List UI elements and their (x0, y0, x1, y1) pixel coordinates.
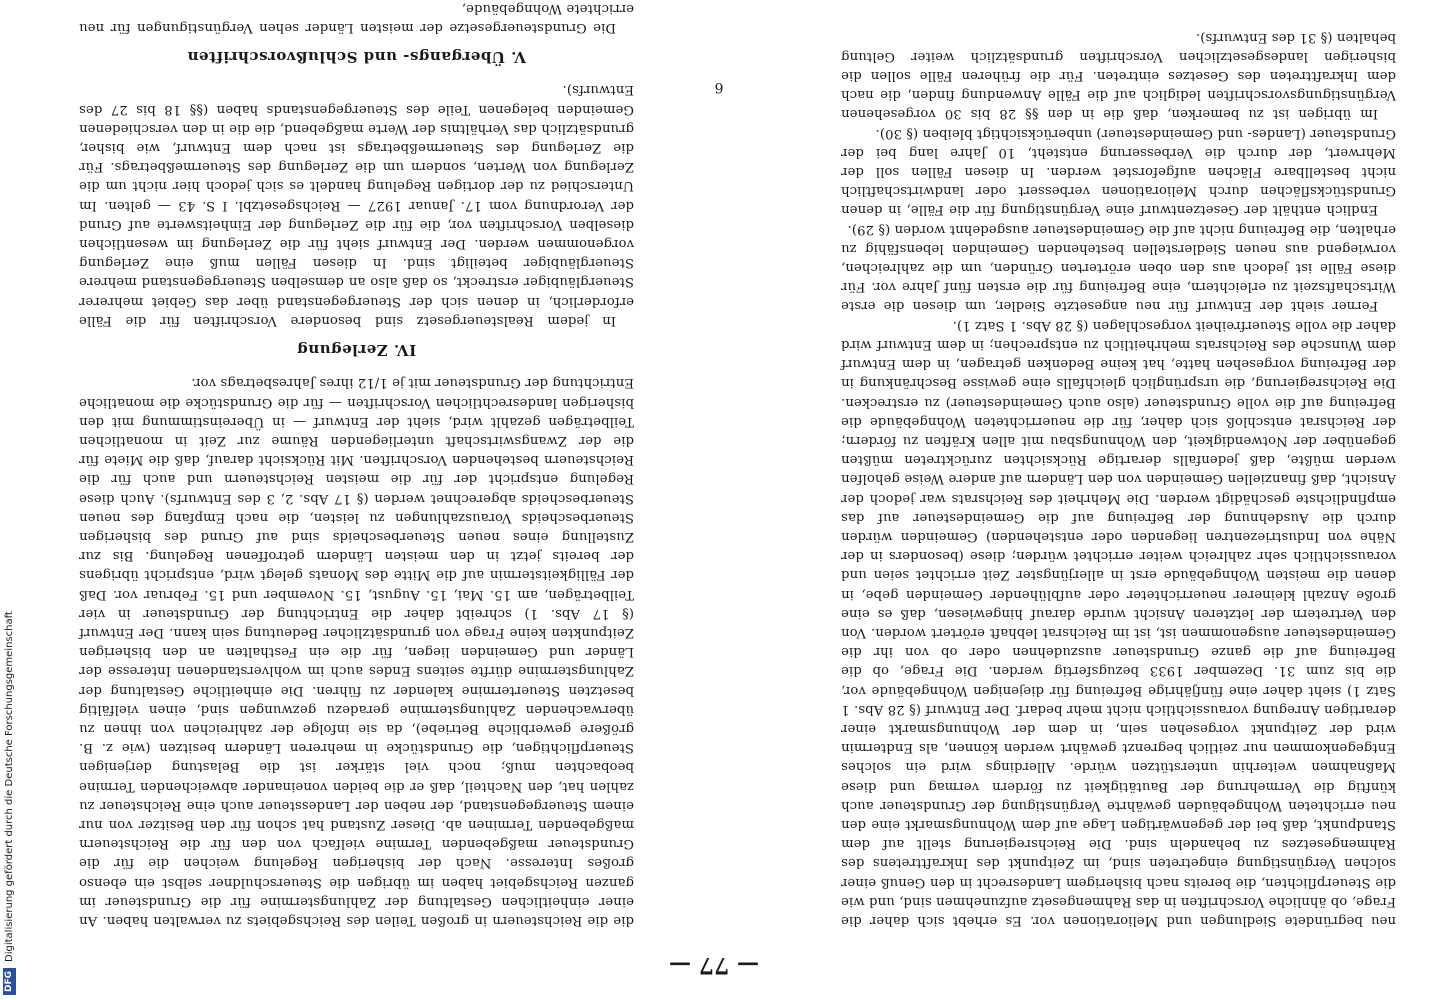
paragraph: Ferner sieht der Entwurf für neu angesetzte Siedler, um diesen die erste Wirtschaftszeit zu erleichtern, eine Befreiung für die ersten fünf Jahre vor. Für diese Fälle ist jedoch aus den oben erörterten Gründen, um die zahlreichen, vorwiegend aus neuen Siedlerstellen bestehenden Gemeinden lebensfähig zu erhalten, die Befreiung nicht auf die Gemeindesteuer ausgedehnt worden (§ 29). (841, 221, 1396, 314)
page-number: — 77 — (669, 952, 759, 978)
dfg-logo: DFG (3, 968, 16, 995)
paragraph: Im übrigen ist zu bemerken, daß die in den §§ 28 bis 30 vorgesehenen Vergünstigungsvorschriften lediglich auf die Fälle Anwendung finden, die nach dem Inkrafttreten des Gesetzes eintreten. Für die früheren Fälle sollen die bisherigen landesgesetzlichen Vorschriften grundsätzlich weiter Geltung behalten (§ 31 des Entwurfs). (841, 29, 1396, 122)
paragraph: In jedem Realsteuergesetz sind besondere Vorschriften für die Fälle erforderlich, in denen sich der Steuergegenstand über das Gebiet mehrerer Steuergläubiger erstreckt, so daß also an demselben Steuergegenstand mehrere Steuergläubiger beteiligt sind. In diesen Fällen muß eine Zerlegung vorgenommen werden. Der Entwurf sieht für die Zerlegung im wesentlichen dieselben Vorschriften vor, die für die Zerlegung der Einheitswerte auf Grund der Verordnung vom 17. Januar 1927 — Reichsgesetzbl. I S. 43 — gelten. Im Unterschied zu der dortigen Regelung handelt es sich jedoch hier nicht um die Zerlegung von Werten, sondern um die Zerlegung des Steuermeßbetrags. Für die Zerlegung des Steuermeßbetrags ist nach dem Entwurf, wie bisher, grundsätzlich das Verhältnis der Werte maßgebend, die die in den verschiedenen Gemeinden belegenen Teile des Steuergegenstands haben (§§ 18 bis 27 des Entwurfs). (79, 82, 634, 328)
paragraph: Endlich enthält der Gesetzentwurf eine Vergünstigung für die Fälle, in denen Grundstücksflächen durch Meliorationen verbessert oder landwirtschaftlich nicht bestellbare Flächen aufgeforstet werden. In diesen Fällen soll der Mehrwert, der durch die Verbesserung entsteht, 10 Jahre lang bei der Grundsteuer (Landes- und Gemeindesteuer) unberücksichtigt bleiben (§ 30). (841, 125, 1396, 218)
signature-mark: 6 (714, 79, 724, 95)
footer-text: Digitalisierung gefördert durch die Deutsche Forschungsgemeinschaft (4, 611, 15, 962)
section-heading-iv: IV. Zerlegung (296, 341, 417, 360)
digitization-footer (2, 595, 18, 995)
paragraph: die die Reichsteuern in großen Teilen des Reichsgebiets zu verwalten haben. An einer einheitlichen Gestaltung der Zahlungstermine für die Grundsteuer im ganzen Reichsgebiet haben im übrigen die Steuerschuldner selbst ein ebenso großes Interesse. Nach der bisherigen Regelung weichen die für die Grundsteuer maßgebenden Termine vielfach von den für die Reichsteuern maßgebenden Terminen ab. Dieser Zustand hat schon für den Besitzer von nur einem Steuergegenstand, der neben der Landessteuer auch eine Reichsteuer zu zahlen hat, den Nachteil, daß er die beiden voneinander abweichenden Termine beobachten muß; noch viel stärker ist die Belastung derjenigen Steuerpflichtigen, die Grundstücke in mehreren Ländern besitzen (wie z. B. größere gewerbliche Betriebe), da sie infolge der zahlreichen von ihnen zu überwachenden Zahlungstermine geradezu gezwungen sind, einen vielfältig besetzten Steuertermine kalender zu führen. Die einheitliche Gestaltung der Zahlungstermine dürfte seitens Endes auch im wohlverstandenen Interesse der Länder und Gemeinden liegen, für die ein Festhalten an den bisherigen Zeitpunkten keine Frage von grundsätzlicher Bedeutung sein kann. Der Entwurf (§ 17 Abs. 1) schreibt daher die Entrichtung der Grundsteuer in vier Teilbeträgen, am 15. Mai, 15. August, 15. November und 15. Februar vor. Daß der Fälligkeitstermin auf die Mitte des Monats gelegt wird, entspricht übrigens der bereits jetzt in den meisten Ländern getroffenen Regelung. Bis zur Zustellung eines neuen Steuerbescheids sind auf Grund des bisherigen Steuerbescheids Vorauszahlungen zu leisten, die nach Empfang des neuen Steuerbescheids abgerechnet werden (§ 17 Abs. 2, 3 des Entwurfs). Auch diese Regelung entspricht der für die meisten Reichsteuern und auch für die Reichsteuern bestehenden Vorschriften. Mit Rücksicht darauf, daß die Miete für die der Zwangswirtschaft unterliegenden Räume zur Zeit in monatlichen Teilbeträgen gezahlt wird, sieht der Entwurf — in Übereinstimmung mit den bisherigen landesrechtlichen Vorschriften — für die Grundstücke die monatliche Entrichtung der Grundsteuer mit je 1/12 ihres Jahresbetrags vor. (79, 375, 634, 928)
paragraph: neu begründete Siedlungen und Meliorationen vor. Es erhebt sich daher die Frage, ob ähnliche Vorschriften in das Rahmengesetz aufzunehmen sind, und wie die Steuerpflichten, die bereits nach bisherigem Landesrecht in den Genuß einer solchen Vergünstigung eingetreten sind, im Zeitpunkt des Inkrafttretens des Rahmengesetzes zu behandeln sind. Die Reichsregierung stellt auf dem Standpunkt, daß bei der gegenwärtigen Lage auf dem Wohnungsmarkt eine den neu errichteten Wohngebäuden gewährte Vergünstigung der Grundsteuer auch künftig die Vermehrung der Bautätigkeit zu fördern vermag und diese Maßnahmen weiterhin unterstützen würde. Allerdings wird ein solches Entgegenkommen nur zeitlich begrenzt gewährt werden können, als Endtermin wird der Zeitpunkt vorgesehen sein, in dem der Wohnungsmarkt einer derartigen Anregung voraussichtlich nicht mehr bedarf. Der Entwurf (§ 28 Abs. 1 Satz 1) sieht daher eine fünfjährige Befreiung für diejenigen Wohngebäude vor, die bis zum 31. Dezember 1933 bezugsfertig werden. Die Frage, ob die Befreiung auf die ganze Grundsteuer auszudehnen oder ob von ihr die Gemeindesteuer ausgenommen ist, ist im Reichsrat lebhaft erörtert worden. Von den Vertretern der letzteren Ansicht wurde darauf hingewiesen, daß es eine große Anzahl kleinerer neuerrichteter oder aufblühender Gemeinden gebe, in denen die meisten Wohngebäude erst in allerjüngster Zeit errichtet seien und voraussichtlich sehr zahlreich weiter errichtet würden; diese (besonders in der Nähe von Industriezentren liegenden oder entstehenden) Gemeinden würden durch die Ausdehnung der Befreiung auf die Gemeindesteuer auf das empfindlichste geschädigt werden. Die Mehrheit des Reichsrats war jedoch der Ansicht, daß finanziellen Gemeinden von den Ländern auf andere Weise geholfen werden müßte, daß jedenfalls derartige Rücksichten zurücktreten müßten gegenüber der Notwendigkeit, den Wohnungsbau mit allen Kräften zu fördern; der Reichsrat entschloß sich daher, für die neuerrichteten Wohngebäude die Befreiung auf die volle Grundsteuer (also auch Gemeindesteuer) zu erstrecken. Die Reichsregierung, die ursprünglich gleichfalls eine gewisse Beschränkung in der Befreiung vorgesehen hatte, hat keine Bedenken getragen, in dem Entwurf dem Wunsche des Reichsrats mehrheitlich zu entsprechen; in dem Entwurf wird daher die volle Steuerfreiheit vorgeschlagen (§ 28 Abs. 1 Satz 1). (841, 317, 1396, 928)
text-column-left (841, 27, 1396, 930)
text-column-right (79, 0, 634, 930)
paragraph: Die Grundsteuergesetze der meisten Länder sehen Vergünstigungen für neu errichtete Wohngebäude, (79, 0, 634, 36)
section-heading-v: V. Übergangs- und Schlußvorschriften (187, 48, 526, 67)
